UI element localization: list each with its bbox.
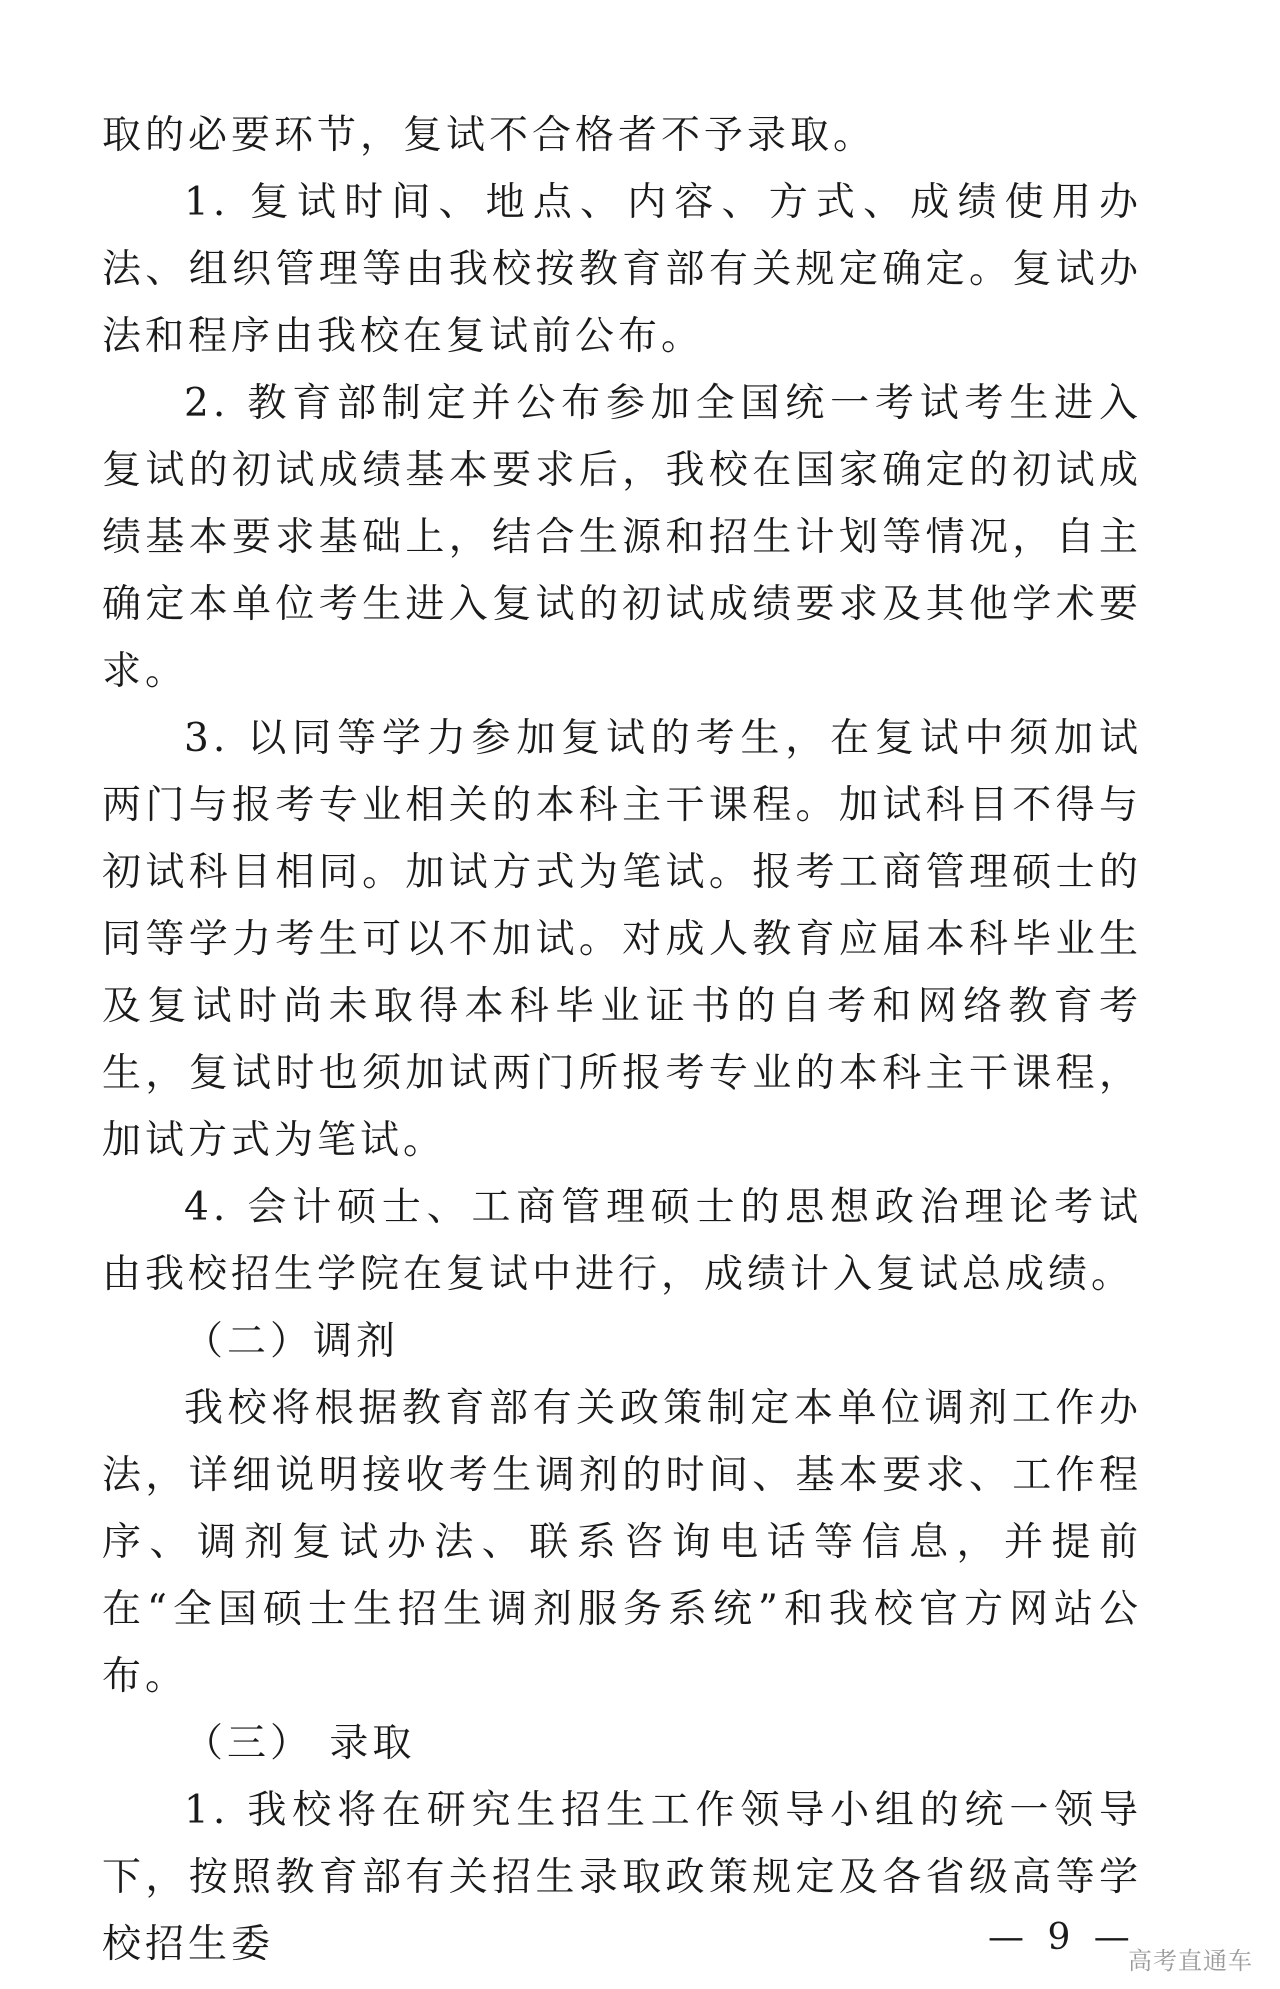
page-number: — 9 — bbox=[988, 1917, 1136, 1958]
section-heading-adjustment: （二）调剂 bbox=[184, 1319, 400, 1364]
paragraph-retest-item-4: 4. 会计硕士、工商管理硕士的思想政治理论考试由我校招生学院在复试中进行，成绩计入复试总成绩。 bbox=[102, 1185, 1142, 1297]
paragraph-retest-item-3: 3. 以同等学力参加复试的考生，在复试中须加试两门与报考专业相关的本科主干课程。加试科目不得与初试科目相同。加试方式为笔试。报考工商管理硕士的同等学力考生可以不加试。对成人教育应届本科毕业生及复试时尚未取得本科毕业证书的自考和网络教育考生，复试时也须加试两门所报考专业的本科主干课程，加试方式为笔试。 bbox=[102, 716, 1142, 1163]
section-heading-admission: （三） 录取 bbox=[184, 1721, 416, 1766]
paragraph-retest-intro: 取的必要环节，复试不合格者不予录取。 bbox=[102, 113, 877, 158]
paragraph-retest-item-1: 1. 复试时间、地点、内容、方式、成绩使用办法、组织管理等由我校按教育部有关规定确定。复试办法和程序由我校在复试前公布。 bbox=[102, 180, 1142, 359]
watermark-text: 高考直通车 bbox=[1128, 1947, 1253, 1975]
paragraph-adjustment: 我校将根据教育部有关政策制定本单位调剂工作办法，详细说明接收考生调剂的时间、基本要求、工作程序、调剂复试办法、联系咨询电话等信息，并提前在“全国硕士生招生调剂服务系统”和我校官方网站公布。 bbox=[102, 1386, 1142, 1699]
paragraph-admission-item-1: 1. 我校将在研究生招生工作领导小组的统一领导下，按照教育部有关招生录取政策规定及各省级高等学校招生委 bbox=[102, 1788, 1142, 1967]
paragraph-retest-item-2: 2. 教育部制定并公布参加全国统一考试考生进入复试的初试成绩基本要求后，我校在国家确定的初试成绩基本要求基础上，结合生源和招生计划等情况，自主确定本单位考生进入复试的初试成绩要求及其他学术要求。 bbox=[102, 381, 1142, 694]
document-body bbox=[102, 102, 1142, 1978]
